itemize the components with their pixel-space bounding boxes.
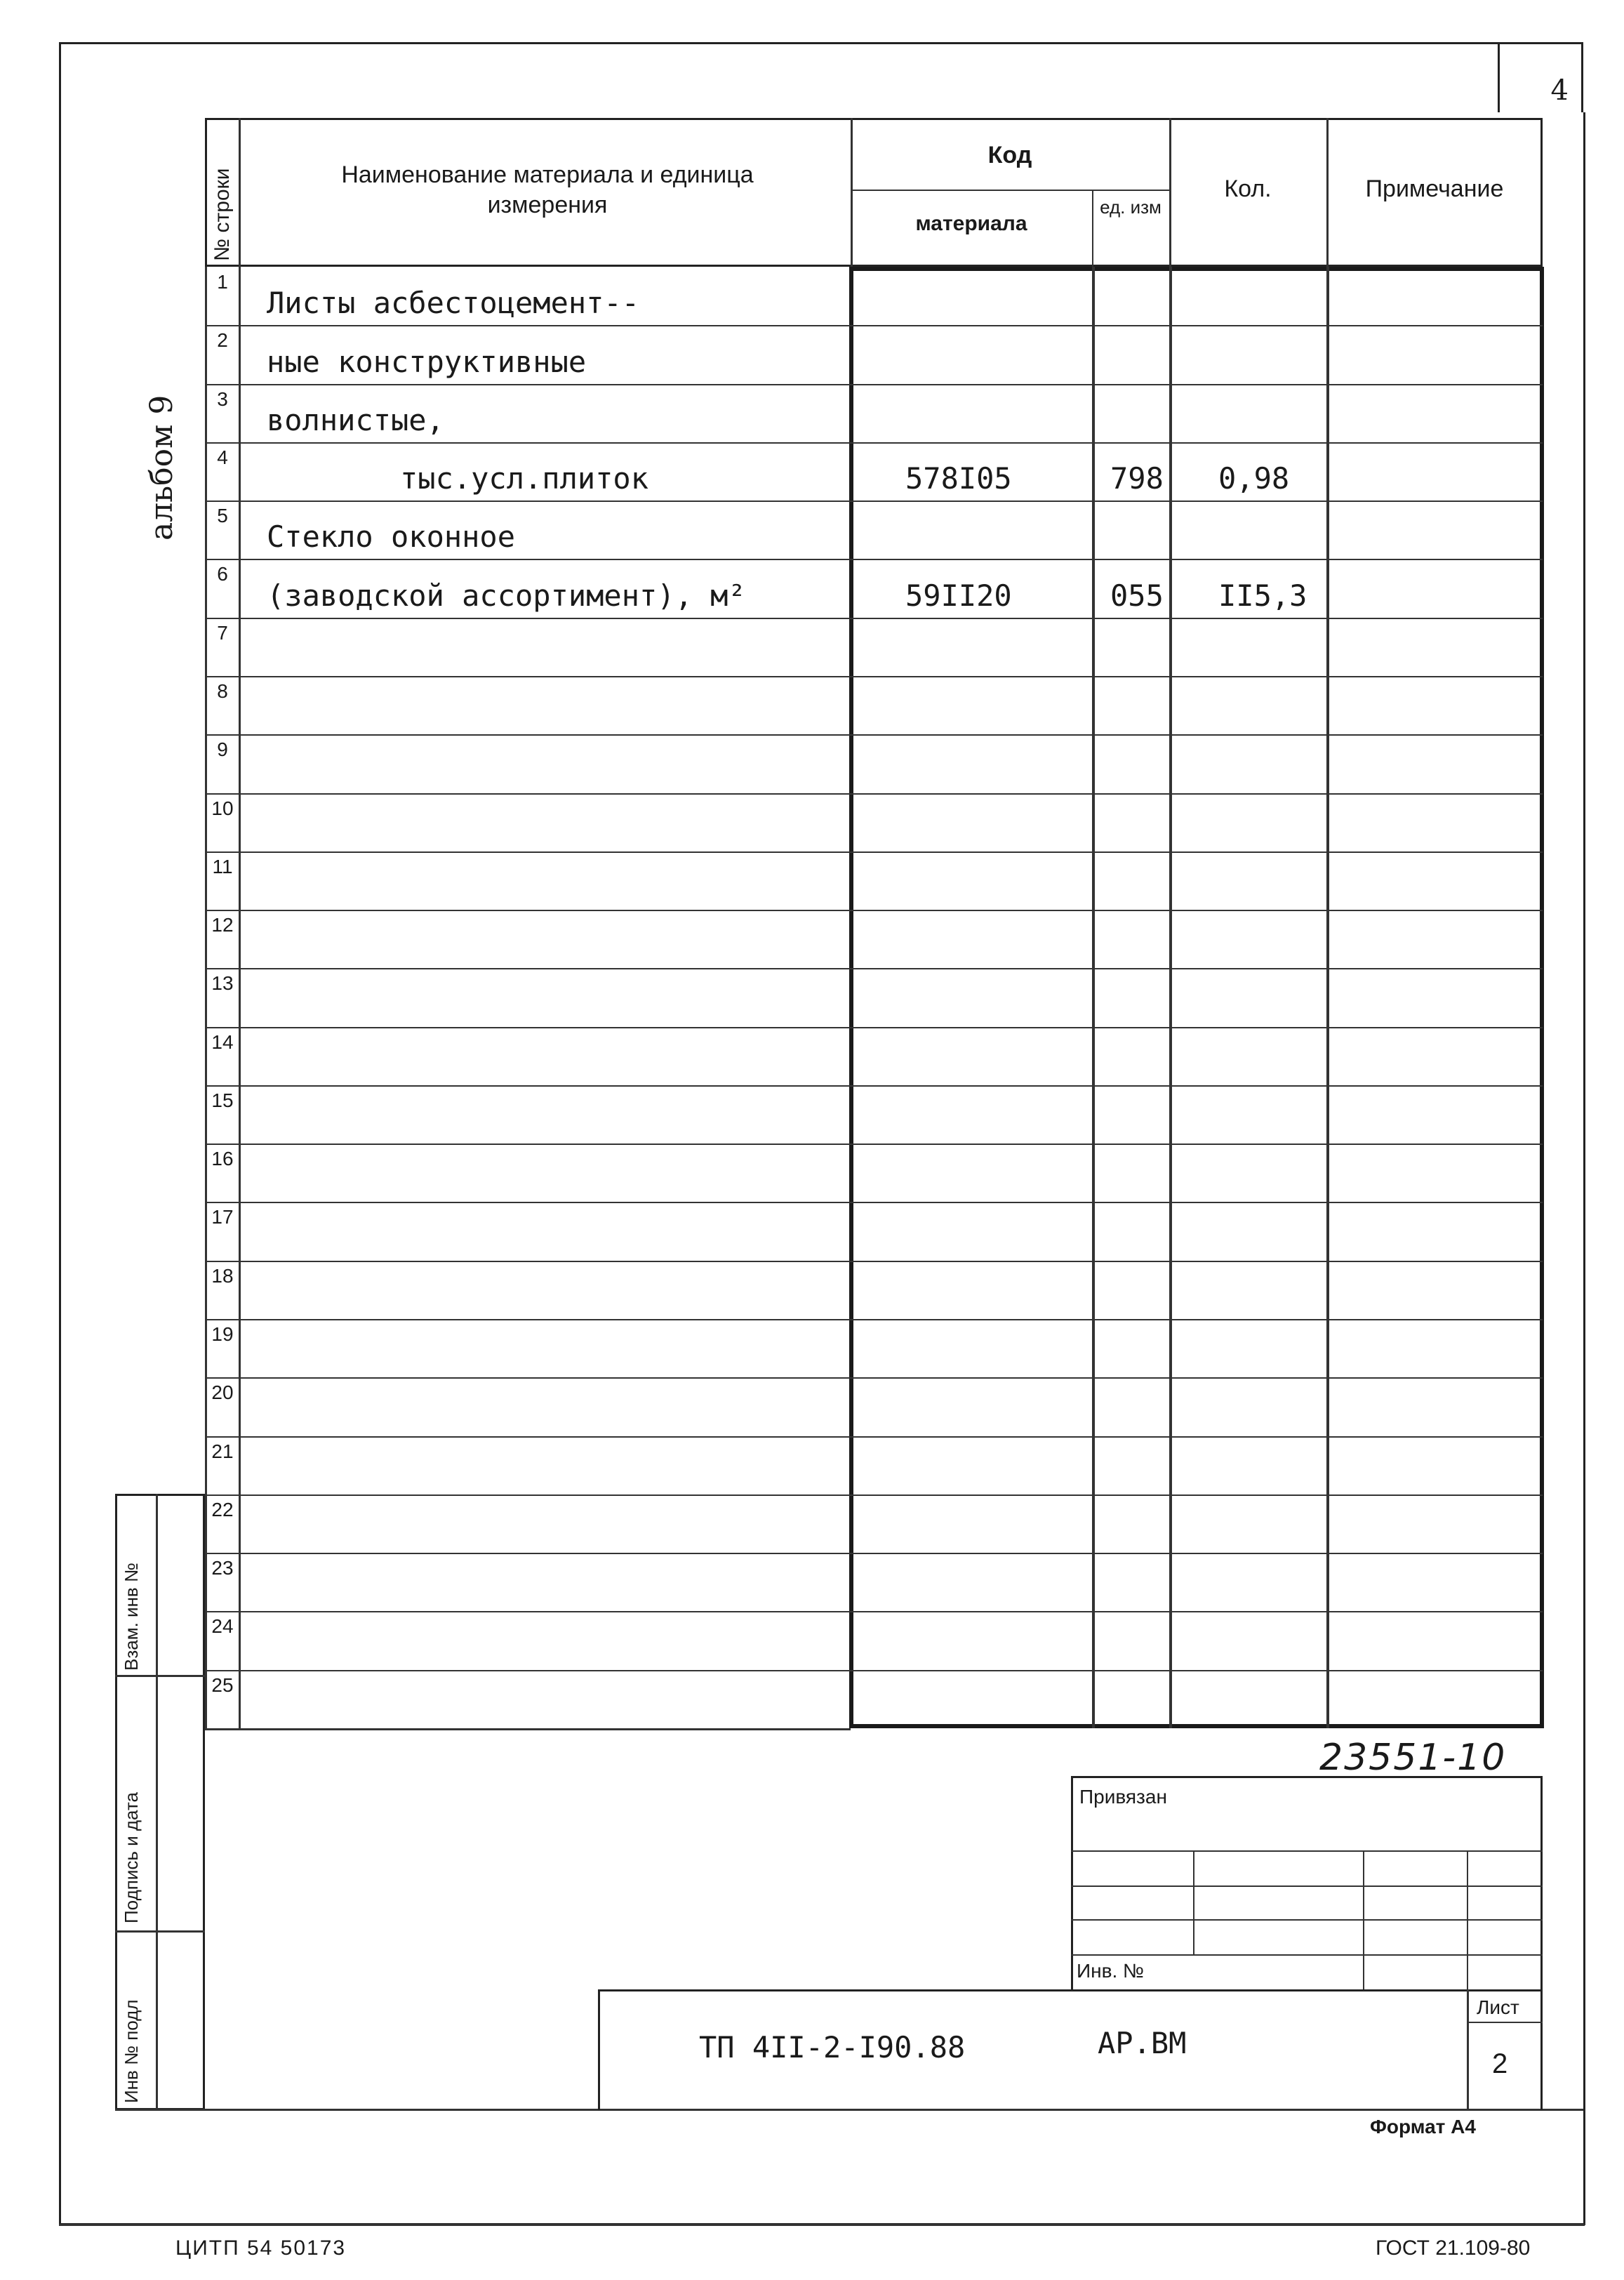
binding-col-2 — [1363, 1850, 1364, 1989]
sheet-number: 2 — [1492, 2048, 1508, 2079]
sheet-label: Лист — [1477, 1996, 1519, 2018]
footer-left: ЦИТП 54 50173 — [175, 2236, 347, 2260]
document-number: 23551-10 — [1319, 1737, 1507, 1779]
inv-number-label: Инв. № — [1077, 1960, 1145, 1982]
frame-right-border — [1583, 112, 1585, 2225]
row-number: 2 — [217, 329, 228, 352]
row-divider — [205, 1377, 1543, 1379]
material-code-cell: 59II20 — [905, 578, 1012, 613]
row-divider — [205, 1085, 1543, 1087]
page-number-box — [1498, 42, 1583, 112]
material-name-cell: Листы асбестоцемент-- — [267, 286, 640, 321]
row-number: 14 — [211, 1030, 234, 1053]
format-label: Формат А4 — [1370, 2116, 1476, 2138]
left-stamp-sep1 — [115, 1675, 205, 1677]
header-rownum: № строки — [211, 168, 234, 261]
row-number: 13 — [211, 972, 234, 995]
row-number: 12 — [211, 914, 234, 936]
row-divider — [205, 1027, 1543, 1028]
album-label: альбом 9 — [144, 395, 180, 541]
rownum-left-border — [205, 267, 207, 1730]
unit-code-cell: 798 — [1110, 461, 1164, 496]
row-divider — [205, 325, 1543, 326]
unit-col-divider — [1092, 267, 1095, 1728]
header-code-material: материала — [915, 212, 1027, 235]
row-divider — [205, 793, 1543, 795]
row-divider — [205, 734, 1543, 736]
footer-line — [59, 2224, 1585, 2226]
header-name: Наименование материала и единица измерения — [341, 161, 754, 218]
row-number: 1 — [217, 271, 228, 293]
row-divider — [205, 1436, 1543, 1438]
binding-col-3 — [1467, 1850, 1468, 1989]
row-number: 19 — [211, 1323, 234, 1346]
row-number: 15 — [211, 1089, 234, 1111]
row-divider — [205, 1144, 1543, 1145]
row-number: 21 — [211, 1440, 234, 1462]
row-divider — [205, 1202, 1543, 1203]
material-code-cell: 578I05 — [905, 461, 1012, 496]
header-code-unit: ед. изм — [1100, 197, 1162, 218]
code-subheader-divider — [851, 190, 1169, 191]
quantity-cell: 0,98 — [1218, 461, 1290, 496]
row-divider — [205, 1319, 1543, 1320]
row-number: 23 — [211, 1557, 234, 1579]
row-divider — [205, 1261, 1543, 1262]
row-divider — [205, 1494, 1543, 1496]
row-divider — [205, 442, 1543, 444]
row-divider — [205, 851, 1543, 853]
left-stamp-sep2 — [115, 1930, 205, 1933]
row-number: 3 — [217, 387, 228, 410]
quantity-cell: II5,3 — [1218, 578, 1307, 613]
row-number: 5 — [217, 505, 228, 527]
row-divider — [205, 968, 1543, 969]
material-name-cell: тыс.усл.плиток — [400, 461, 649, 496]
stamp-vzam: Взам. инв № — [121, 1563, 142, 1671]
title-sheet-divider — [1467, 1989, 1469, 2110]
binding-line-1 — [1071, 1850, 1543, 1852]
row-number: 16 — [211, 1148, 234, 1170]
row-divider — [205, 1670, 1543, 1671]
header-qty: Кол. — [1224, 175, 1272, 202]
stamp-inv-podl: Инв № подл — [121, 1999, 142, 2103]
header-note: Примечание — [1365, 175, 1504, 202]
row-number: 24 — [211, 1615, 234, 1638]
note-col-divider — [1326, 267, 1329, 1728]
row-divider — [205, 1553, 1543, 1554]
row-number: 18 — [211, 1264, 234, 1287]
row-number: 20 — [211, 1381, 234, 1404]
col-divider-rownum — [239, 118, 241, 1730]
binding-label: Привязан — [1079, 1786, 1167, 1808]
qty-col-divider — [1169, 267, 1172, 1728]
row-divider — [205, 676, 1543, 677]
table-bottom-border — [205, 1728, 851, 1730]
row-number: 4 — [217, 446, 228, 468]
binding-line-4 — [1071, 1954, 1543, 1956]
row-divider — [205, 559, 1543, 560]
row-divider — [205, 618, 1543, 619]
unit-code-cell: 055 — [1110, 578, 1164, 613]
page-number: 4 — [1550, 74, 1569, 107]
row-number: 22 — [211, 1498, 234, 1520]
row-number: 6 — [217, 563, 228, 585]
binding-line-2 — [1071, 1885, 1543, 1887]
row-number: 25 — [211, 1673, 234, 1696]
header-code: Код — [987, 142, 1032, 168]
material-name-cell: (заводской ассортимент), м² — [267, 578, 746, 613]
row-number: 8 — [217, 680, 228, 702]
material-name-cell: Стекло оконное — [267, 519, 516, 555]
row-number: 11 — [212, 855, 233, 877]
row-number: 7 — [217, 621, 228, 644]
row-divider — [205, 1611, 1543, 1612]
row-divider — [205, 384, 1543, 385]
row-number: 9 — [217, 738, 228, 761]
material-name-cell: волнистые, — [267, 402, 444, 437]
binding-col-1 — [1193, 1850, 1194, 1954]
stamp-podpis: Подпись и дата — [121, 1791, 142, 1923]
row-number: 10 — [211, 797, 234, 819]
doc-code: ТП 4II-2-I90.88 — [699, 2030, 966, 2064]
title-sheet-line — [1467, 2022, 1543, 2023]
row-divider — [205, 910, 1543, 911]
doc-section: АР.ВМ — [1098, 2026, 1187, 2060]
footer-right: ГОСТ 21.109-80 — [1376, 2236, 1531, 2260]
material-name-cell: ные конструктивные — [267, 344, 587, 379]
left-stamp-divider — [156, 1494, 158, 2110]
row-number: 17 — [211, 1206, 234, 1228]
row-divider — [205, 501, 1543, 502]
binding-line-3 — [1071, 1919, 1543, 1921]
